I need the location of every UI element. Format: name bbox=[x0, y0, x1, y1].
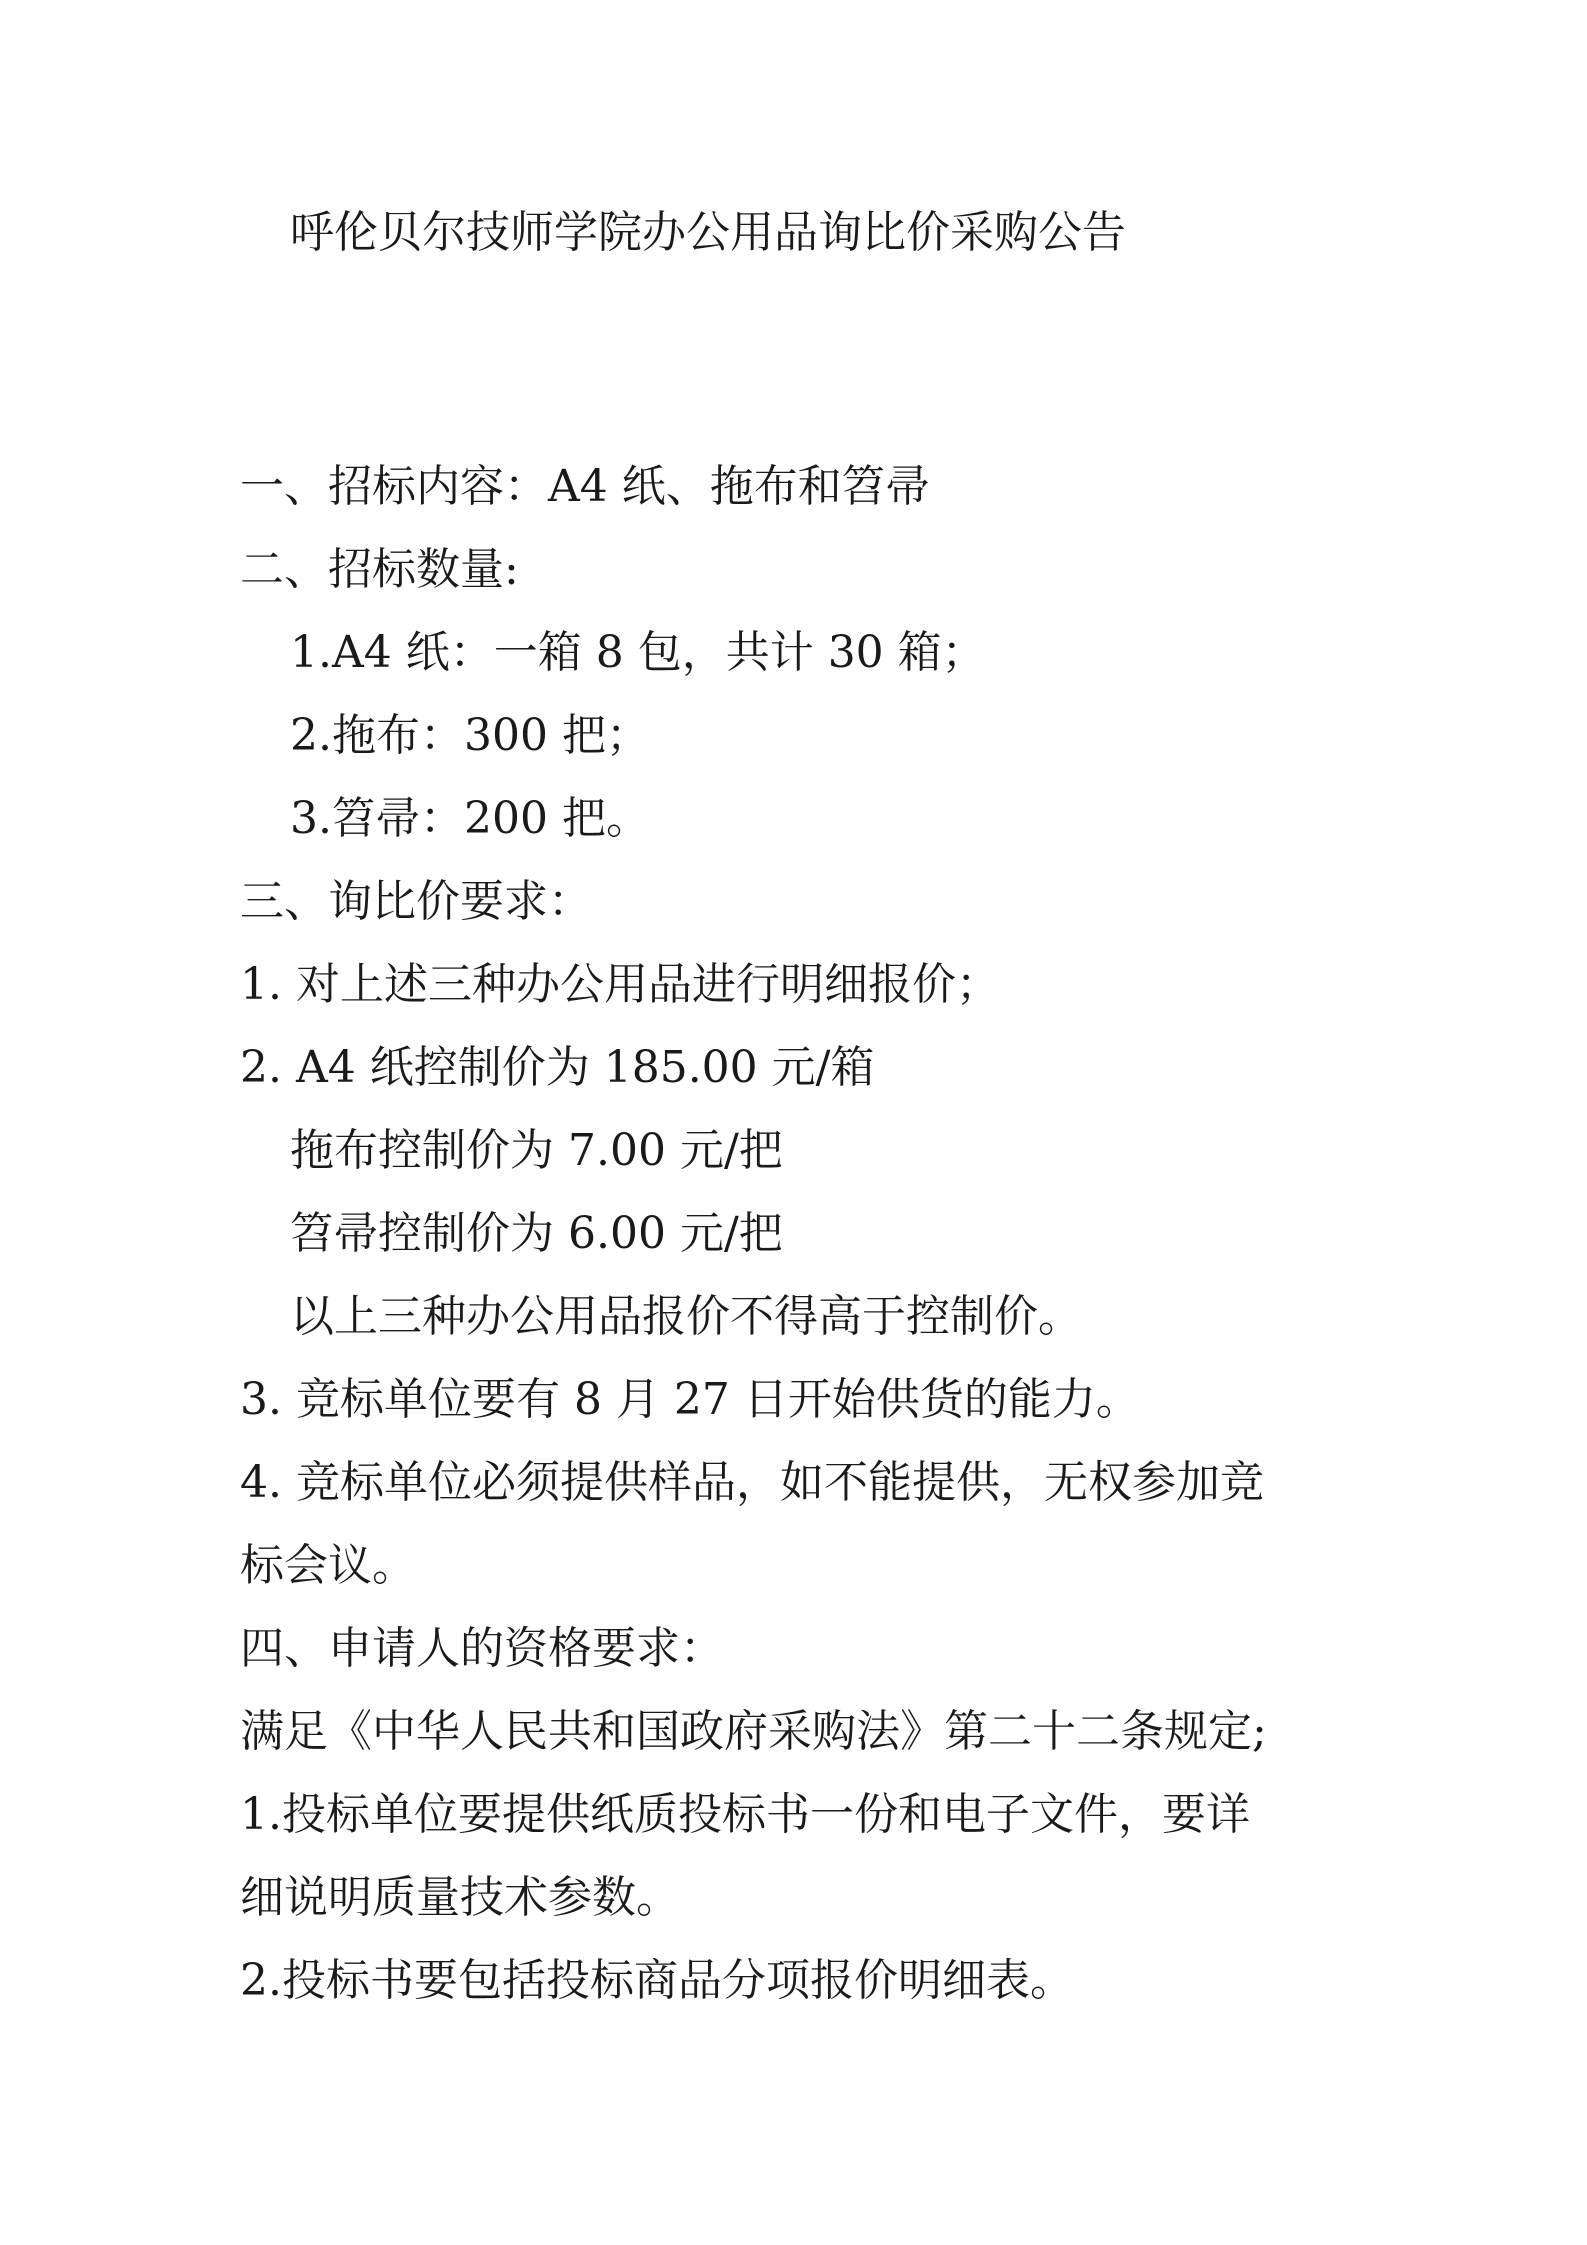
document-body bbox=[240, 452, 1360, 2029]
requirement-item-2: 2. A4 纸控制价为 185.00 元/箱 bbox=[240, 1042, 875, 1093]
requirement-item-4-cont: 标会议。 bbox=[240, 1540, 416, 1591]
quantity-item-mop: 2.拖布：300 把； bbox=[290, 710, 650, 761]
requirement-item-1: 1. 对上述三种办公用品进行明细报价； bbox=[240, 959, 1000, 1010]
quantity-item-a4: 1.A4 纸：一箱 8 包，共计 30 箱； bbox=[290, 627, 986, 678]
qualification-law: 满足《中华人民共和国政府采购法》第二十二条规定; bbox=[240, 1706, 1267, 1757]
requirement-price-broom: 笤帚控制价为 6.00 元/把 bbox=[290, 1208, 783, 1259]
section-heading-qualification: 四、申请人的资格要求： bbox=[240, 1623, 724, 1674]
quantity-item-broom: 3.笤帚：200 把。 bbox=[290, 793, 650, 844]
requirement-item-3: 3. 竞标单位要有 8 月 27 日开始供货的能力。 bbox=[240, 1374, 1140, 1425]
section-heading-requirements: 三、询比价要求： bbox=[240, 876, 592, 927]
requirement-price-mop: 拖布控制价为 7.00 元/把 bbox=[290, 1125, 783, 1176]
requirement-price-note: 以上三种办公用品报价不得高于控制价。 bbox=[290, 1291, 1082, 1342]
section-heading-quantity: 二、招标数量: bbox=[240, 544, 519, 595]
document-title: 呼伦贝尔技师学院办公用品询比价采购公告 bbox=[290, 207, 1126, 258]
requirement-item-4: 4. 竞标单位必须提供样品，如不能提供，无权参加竞 bbox=[240, 1457, 1264, 1508]
section-heading-content: 一、招标内容：A4 纸、拖布和笤帚 bbox=[240, 461, 930, 512]
qualification-item-1-cont: 细说明质量技术参数。 bbox=[240, 1872, 680, 1923]
qualification-item-2: 2.投标书要包括投标商品分项报价明细表。 bbox=[240, 1955, 1074, 2006]
qualification-item-1: 1.投标单位要提供纸质投标书一份和电子文件，要详 bbox=[240, 1789, 1250, 1840]
